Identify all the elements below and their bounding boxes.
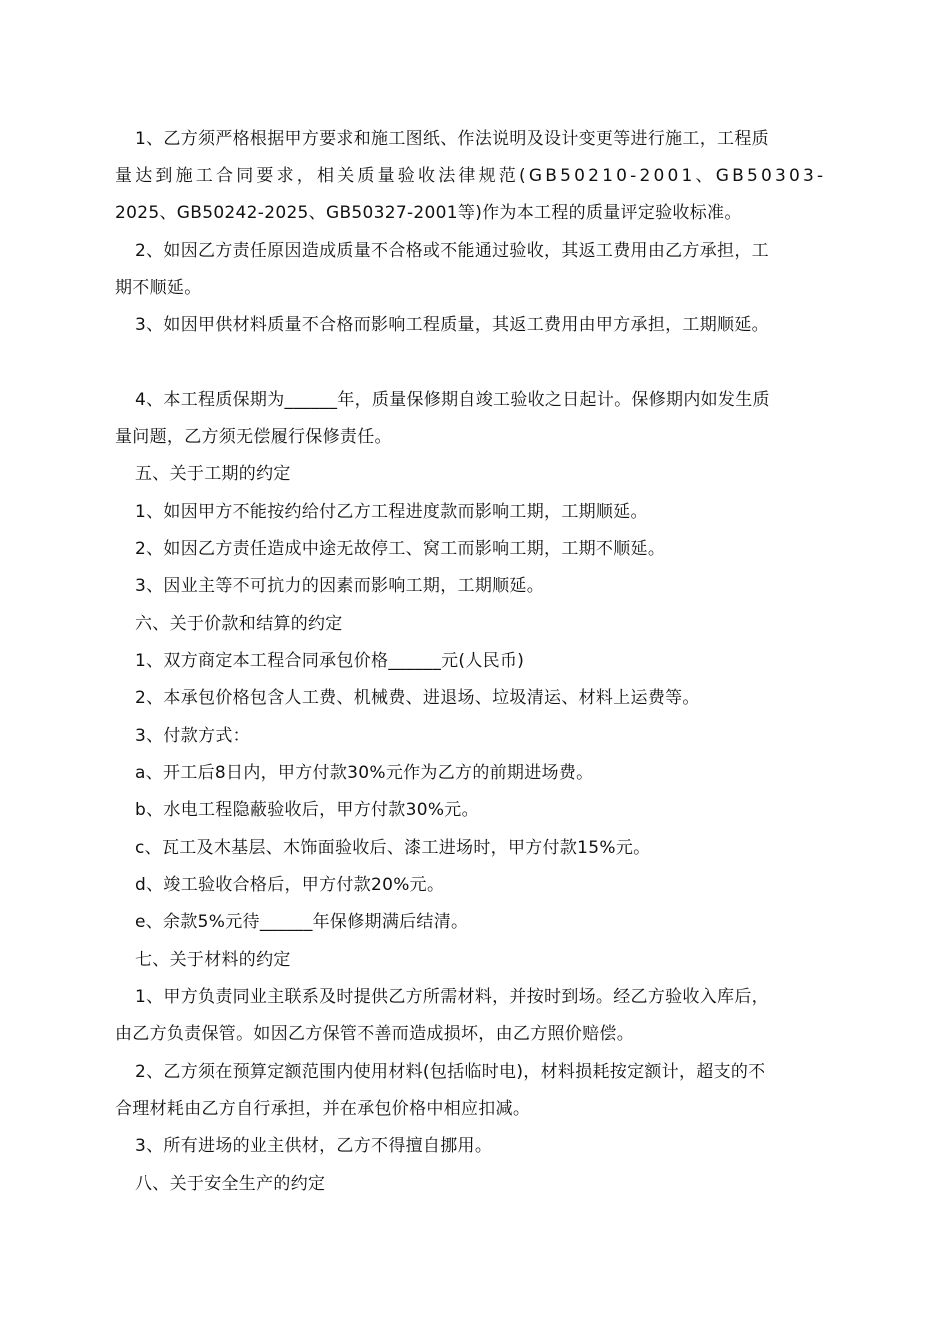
paragraph-line: 1、乙方须严格根据甲方要求和施工图纸、作法说明及设计变更等进行施工，工程质 (135, 129, 769, 149)
paragraph-line: 由乙方负责保管。如因乙方保管不善而造成损坏，由乙方照价赔偿。 (115, 1024, 634, 1044)
section-heading: 八、关于安全生产的约定 (135, 1174, 326, 1194)
paragraph-line: 3、如因甲供材料质量不合格而影响工程质量，其返工费用由甲方承担，工期顺延。 (135, 315, 769, 335)
paragraph-line: e、余款5%元待______年保修期满后结清。 (135, 912, 469, 932)
paragraph-line: 2025、GB50242-2025、GB50327-2001等)作为本工程的质量评定验收标准。 (115, 203, 742, 223)
paragraph-line: 2、本承包价格包含人工费、机械费、进退场、垃圾清运、材料上运费等。 (135, 688, 700, 708)
section-heading: 五、关于工期的约定 (135, 464, 291, 484)
section-heading: 七、关于材料的约定 (135, 950, 291, 970)
paragraph-line: 3、因业主等不可抗力的因素而影响工期，工期顺延。 (135, 576, 545, 596)
paragraph-line: 1、如因甲方不能按约给付乙方工程进度款而影响工期，工期顺延。 (135, 502, 648, 522)
paragraph-line: 1、双方商定本工程合同承包价格______元(人民币) (135, 651, 525, 671)
paragraph-line: 3、付款方式： (135, 726, 250, 746)
paragraph-line: b、水电工程隐蔽验收后，甲方付款30%元。 (135, 800, 479, 820)
paragraph-line: 量问题，乙方须无偿履行保修责任。 (115, 427, 392, 447)
paragraph-line: 量达到施工合同要求，相关质量验收法律规范(GB50210-2001、GB50303- (115, 166, 827, 186)
paragraph-line: 4、本工程质保期为______年，质量保修期自竣工验收之日起计。保修期内如发生质 (135, 390, 770, 410)
paragraph-line: 2、如因乙方责任造成中途无故停工、窝工而影响工期，工期不顺延。 (135, 539, 666, 559)
paragraph-line: 2、乙方须在预算定额范围内使用材料(包括临时电)，材料损耗按定额计，超支的不 (135, 1062, 766, 1082)
paragraph-line: 合理材耗由乙方自行承担，并在承包价格中相应扣减。 (115, 1099, 531, 1119)
paragraph-line: a、开工后8日内，甲方付款30%元作为乙方的前期进场费。 (135, 763, 594, 783)
paragraph-line: c、瓦工及木基层、木饰面验收后、漆工进场时，甲方付款15%元。 (135, 838, 651, 858)
paragraph-line: 2、如因乙方责任原因造成质量不合格或不能通过验收，其返工费用由乙方承担，工 (135, 241, 769, 261)
paragraph-line: 1、甲方负责同业主联系及时提供乙方所需材料，并按时到场。经乙方验收入库后， (135, 987, 769, 1007)
paragraph-line: d、竣工验收合格后，甲方付款20%元。 (135, 875, 445, 895)
section-heading: 六、关于价款和结算的约定 (135, 614, 343, 634)
paragraph-line: 期不顺延。 (115, 278, 202, 298)
paragraph-line: 3、所有进场的业主供材，乙方不得擅自挪用。 (135, 1136, 493, 1156)
